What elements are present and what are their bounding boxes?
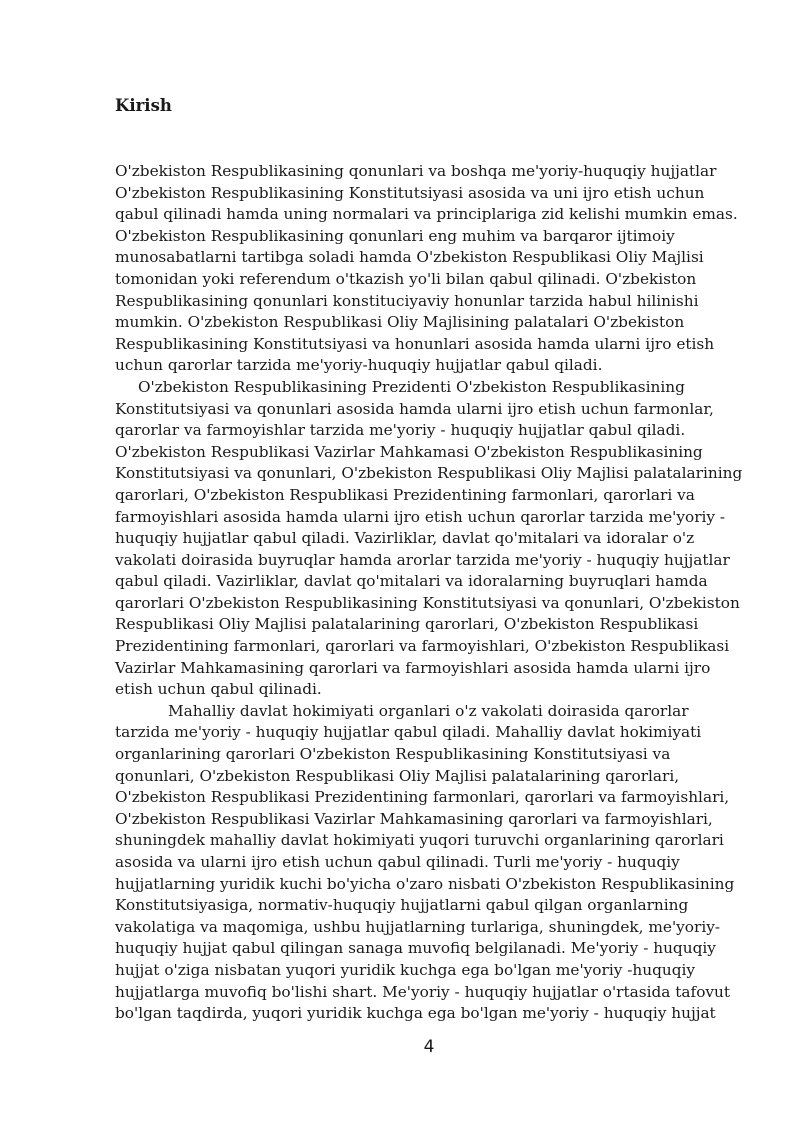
paragraph-2: O'zbekiston Respublikasining Prezidenti O'zbekiston Respublikasining Konstitutsiyasi va qonunlari asosida hamda ularni ijro etish uchun farmonlar, qarorlar va farmoyishlar tarzida me'yoriy - huquqiy hujjatlar qabul qiladi. O'zbekiston Respublikasi Vazirlar Mahkamasi O'zbekiston Respublikasining Konstitutsiyasi va qonunlari, O'zbekiston Respublikasi Oliy Majlisi palatalarining qarorlari, O'zbekiston Respublikasi Prezidentining farmonlari, qarorlari va farmoyishlari asosida hamda ularni ijro etish uchun qarorlar tarzida me'yoriy - huquqiy hujjatlar qabul qiladi. Vazirliklar, davlat qo'mitalari va idoralar o'z vakolati doirasida buyruqlar hamda arorlar tarzida me'yoriy - huquqiy hujjatlar qabul qiladi. Vazirliklar, davlat qo'mitalari va idoralarning buyruqlari hamda qarorlari O'zbekiston Respublikasining Konstitutsiyasi va qonunlari, O'zbekiston Respublikasi Oliy Majlisi palatalarining qarorlari, O'zbekiston Respublikasi Prezidentining farmonlari, qarorlari va farmoyishlari, O'zbekiston Respublikasi Vazirlar Mahkamasining qarorlari va farmoyishlari asosida hamda ularni ijro etish uchun qabul qilinadi. <box>115 377 743 699</box>
page-number: 4 <box>423 1037 435 1057</box>
body-text <box>115 161 743 1025</box>
paragraph-3: Mahalliy davlat hokimiyati organlari o'z vakolati doirasida qarorlar tarzida me'yoriy - huquqiy hujjatlar qabul qiladi. Mahalliy davlat hokimiyati organlarining qarorlari O'zbekiston Respublikasining Konstitutsiyasi va qonunlari, O'zbekiston Respublikasi Oliy Majlisi palatalarining qarorlari, O'zbekiston Respublikasi Prezidentining farmonlari, qarorlari va farmoyishlari, O'zbekiston Respublikasi Vazirlar Mahkamasining qarorlari va farmoyishlari, shuningdek mahalliy davlat hokimiyati yuqori turuvchi organlarining qarorlari asosida va ularni ijro etish uchun qabul qilinadi. Turli me'yoriy - huquqiy hujjatlarning yuridik kuchi bo'yicha o'zaro nisbati O'zbekiston Respublikasining Konstitutsiyasiga, normativ-huquqiy hujjatlarni qabul qilgan organlarning vakolatiga va maqomiga, ushbu hujjatlarning turlariga, shuningdek, me'yoriy-huquqiy hujjat qabul qilingan sanaga muvofiq belgilanadi. Me'yoriy - huquqiy hujjat o'ziga nisbatan yuqori yuridik kuchga ega bo'lgan me'yoriy -huquqiy hujjatlarga muvofiq bo'lishi shart. Me'yoriy - huquqiy hujjatlar o'rtasida tafovut bo'lgan taqdirda, yuqori yuridik kuchga ega bo'lgan me'yoriy - huquqiy hujjat <box>115 701 735 1023</box>
paragraph-1: O'zbekiston Respublikasining qonunlari va boshqa me'yoriy-huquqiy hujjatlar O'zbekiston Respublikasining Konstitutsiyasi asosida va uni ijro etish uchun qabul qilinadi hamda uning normalari va principlariga zid kelishi mumkin emas. O'zbekiston Respublikasining qonunlari eng muhim va barqaror ijtimoiy munosabatlarni tartibga soladi hamda O'zbekiston Respublikasi Oliy Majlisi tomonidan yoki referendum o'tkazish yo'li bilan qabul qilinadi. O'zbekiston Respublikasining qonunlari konstituciyaviy honunlar tarzida habul hilinishi mumkin. O'zbekiston Respublikasi Oliy Majlisining palatalari O'zbekiston Respublikasining Konstitutsiyasi va honunlari asosida hamda ularni ijro etish uchun qarorlar tarzida me'yoriy-huquqiy hujjatlar qabul qiladi. <box>115 162 738 375</box>
section-heading: Kirish <box>115 96 172 115</box>
